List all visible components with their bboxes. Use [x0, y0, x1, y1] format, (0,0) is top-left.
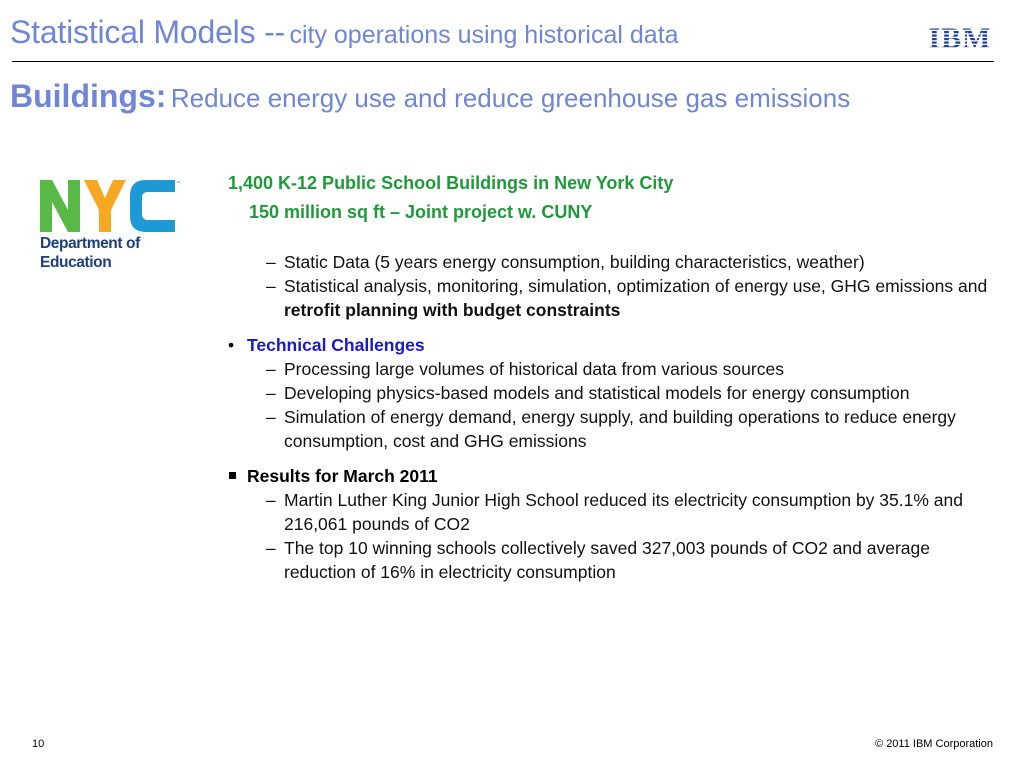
doe-line-2: Education — [40, 254, 112, 271]
list-item — [228, 488, 988, 536]
page-number: 10 — [32, 738, 45, 750]
list-item-text: Static Data (5 years energy consumption, building characteristics, weather) — [284, 252, 865, 272]
copyright: © 2011 IBM Corporation — [875, 738, 993, 750]
dash-marker: – — [266, 383, 276, 403]
list-item-bold-text: retrofit planning with budget constraints — [284, 300, 621, 320]
subtitle-rest: Reduce energy use and reduce greenhouse gas emissions — [170, 83, 851, 113]
list-item-text: Statistical analysis, monitoring, simulation, optimization of energy use, GHG emissions and — [284, 276, 988, 296]
dash-marker: – — [266, 276, 276, 296]
list-item — [228, 381, 988, 405]
ibm-logo-text: IBM — [928, 22, 992, 55]
dash-marker: – — [266, 538, 276, 558]
list-item-text: Simulation of energy demand, energy supply, and building operations to reduce energy consumption, cost and GHG emissions — [284, 407, 956, 451]
list-item-text: Developing physics-based models and statistical models for energy consumption — [284, 383, 910, 403]
list-item — [228, 405, 988, 453]
headline-schools: 1,400 K-12 Public School Buildings in New York City — [228, 173, 674, 193]
section-title: Technical Challenges — [247, 335, 425, 355]
nyc-doe-logo — [38, 178, 178, 278]
nyc-n-glyph — [40, 180, 80, 232]
page-title — [10, 14, 679, 51]
subtitle-bold: Buildings: — [10, 78, 167, 114]
list-item — [228, 274, 988, 322]
slide-subtitle — [10, 78, 850, 115]
title-main: Statistical Models -- — [10, 14, 285, 50]
section-title: Results for March 2011 — [247, 466, 438, 486]
trademark-mark: ™ — [176, 180, 180, 185]
list-item-text: Martin Luther King Junior High School reduced its electricity consumption by 35.1% and 216,061 pounds of CO2 — [284, 490, 963, 534]
list-item — [228, 250, 988, 274]
headline-cuny: 150 million sq ft – Joint project w. CUNY — [249, 202, 593, 222]
dash-marker: – — [266, 407, 276, 427]
nyc-c-glyph — [130, 180, 175, 232]
dash-marker: – — [266, 252, 276, 272]
title-subtext: city operations using historical data — [289, 21, 679, 49]
list-item — [228, 536, 988, 584]
list-item — [228, 357, 988, 381]
nyc-letters-graphic — [38, 178, 178, 234]
nyc-y-glyph — [84, 180, 126, 232]
challenges-list — [228, 357, 988, 453]
technical-challenges-heading — [228, 333, 988, 357]
ibm-logo — [924, 22, 996, 55]
bullet-marker: • — [228, 335, 235, 355]
square-bullet-icon — [229, 472, 236, 479]
doe-line-1: Department of — [40, 235, 140, 252]
list-item-text: The top 10 winning schools collectively saved 327,003 pounds of CO2 and average reduction of 16% in electricity consumption — [284, 538, 930, 582]
dash-marker: – — [266, 359, 276, 379]
dash-marker: – — [266, 490, 276, 510]
static-data-list — [228, 250, 988, 322]
slide-content — [228, 168, 988, 584]
header-divider — [12, 61, 994, 62]
list-item-text: Processing large volumes of historical data from various sources — [284, 359, 784, 379]
doe-text — [40, 234, 140, 272]
results-heading — [228, 464, 988, 488]
results-list — [228, 488, 988, 584]
